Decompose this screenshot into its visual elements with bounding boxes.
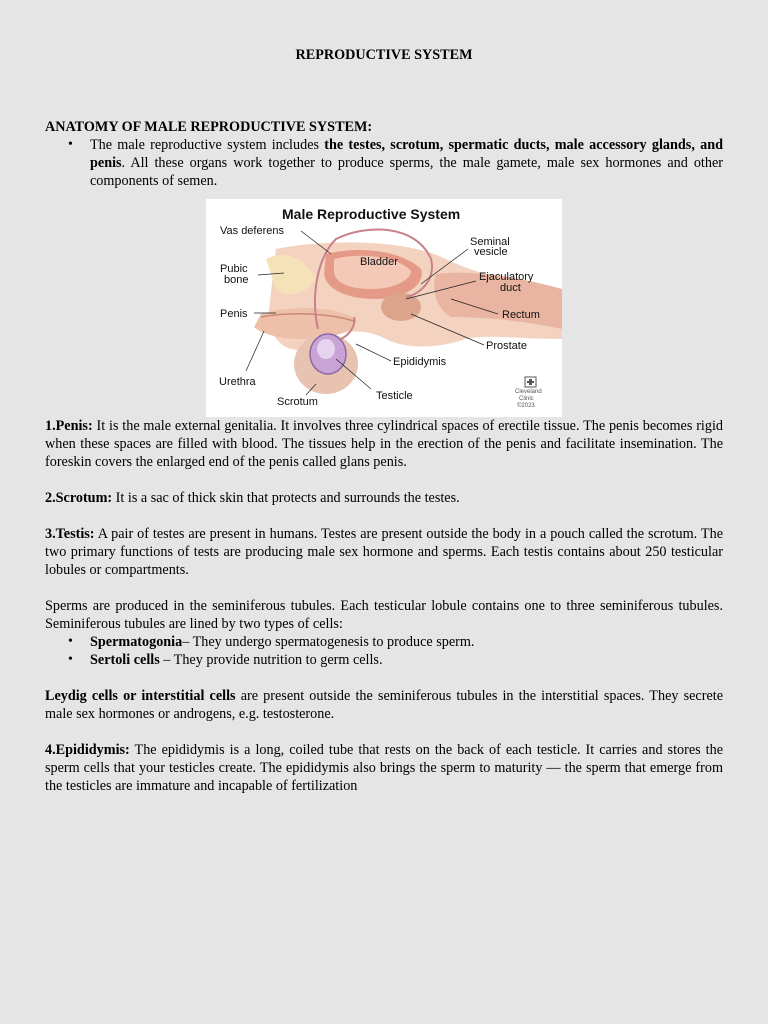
leydig-paragraph: [45, 687, 723, 723]
intro-pre: The male reproductive system includes: [90, 137, 325, 153]
cell-spermatogonia-name: Spermatogonia: [90, 634, 183, 650]
credit-line-2: Clinic: [519, 396, 534, 402]
label-rectum: Rectum: [502, 309, 540, 321]
section-penis-text: It is the male external genitalia. It involves three cylindrical spaces of erectile tissue. The penis becomes rigid when these spaces are filled with blood. The tissues help in the erection of the penis and facilitate insemination. The foreskin covers the enlarged end of the penis called glans penis.: [45, 418, 723, 470]
section-penis-head: 1.Penis:: [45, 418, 93, 434]
cell-spermatogonia-desc: – They undergo spermatogenesis to produce sperm.: [182, 634, 475, 650]
label-vesicle: vesicle: [474, 246, 508, 258]
document-title: REPRODUCTIVE SYSTEM: [295, 47, 473, 63]
intro-list: [45, 136, 723, 190]
leydig-head: Leydig cells or interstitial cells: [45, 688, 236, 704]
anatomy-illustration: [206, 199, 562, 417]
testicle-highlight: [317, 339, 335, 359]
label-scrotum: Scrotum: [277, 396, 318, 408]
section-heading: ANATOMY OF MALE REPRODUCTIVE SYSTEM:: [45, 119, 373, 135]
section-testis-head: 3.Testis:: [45, 526, 95, 542]
sperm-paragraph: Sperms are produced in the seminiferous tubules. Each testicular lobule contains one to three seminiferous tubules. Seminiferous tubules are lined by two types of cells:: [45, 598, 723, 632]
label-bone: bone: [224, 274, 249, 286]
label-vas-deferens: Vas deferens: [220, 225, 285, 237]
penis-shape: [254, 308, 356, 339]
label-bladder: Bladder: [360, 256, 398, 268]
figure-wrapper: [45, 199, 723, 417]
label-epididymis: Epididymis: [393, 356, 447, 368]
cell-sertoli-name: Sertoli cells: [90, 652, 160, 668]
cell-sertoli-desc: – They provide nutrition to germ cells.: [159, 652, 383, 668]
label-seminal: Seminal: [470, 236, 510, 248]
section-scrotum-text: It is a sac of thick skin that protects and surrounds the testes.: [112, 490, 460, 506]
label-testicle: Testicle: [376, 390, 413, 402]
prostate-shape: [381, 293, 421, 321]
label-ejaculatory: Ejaculatory: [479, 271, 534, 283]
document-body: [45, 118, 723, 795]
credit-line-3: ©2023: [517, 403, 535, 409]
leydig-text: are present outside the seminiferous tubules in the interstitial spaces. They secrete male sex hormones or androgens, e.g. testosterone.: [45, 688, 723, 722]
intro-post: . All these organs work together to produce sperms, the male gamete, male sex hormones and other components of semen.: [90, 155, 723, 189]
label-penis: Penis: [220, 308, 248, 320]
section-epididymis-text: The epididymis is a long, coiled tube that rests on the back of each testicle. It carries and stores the sperm cells that your testicles create. The epididymis also brings the sperm to maturity — the sperm that emerge from the testicles are immature and incapable of fertilization: [45, 742, 723, 794]
intro-bullet: [90, 136, 723, 190]
section-testis-text: A pair of testes are present in humans. Testes are present outside the body in a pouch called the scrotum. The two primary functions of tests are producing male sex hormone and sperms. Each testis contains about 250 testicular lobules or compartments.: [45, 526, 723, 578]
cell-spermatogonia: [90, 633, 723, 651]
section-penis: [45, 417, 723, 471]
anatomy-figure: [206, 199, 562, 417]
label-urethra: Urethra: [219, 376, 256, 388]
cell-sertoli: [90, 651, 723, 669]
figure-title: Male Reproductive System: [282, 206, 461, 222]
section-scrotum-head: 2.Scrotum:: [45, 490, 113, 506]
label-pubic: Pubic: [220, 263, 248, 275]
section-epididymis-head: 4.Epididymis:: [45, 742, 130, 758]
section-testis: [45, 525, 723, 579]
credit-line-1: Cleveland: [515, 389, 542, 395]
intro-bold: the testes, scrotum, spermatic ducts, male accessory glands, and penis: [90, 137, 724, 171]
section-scrotum: [45, 489, 723, 507]
label-prostate: Prostate: [486, 340, 527, 352]
section-epididymis: [45, 741, 723, 795]
label-duct: duct: [500, 282, 521, 294]
cell-types-list: [45, 633, 723, 669]
